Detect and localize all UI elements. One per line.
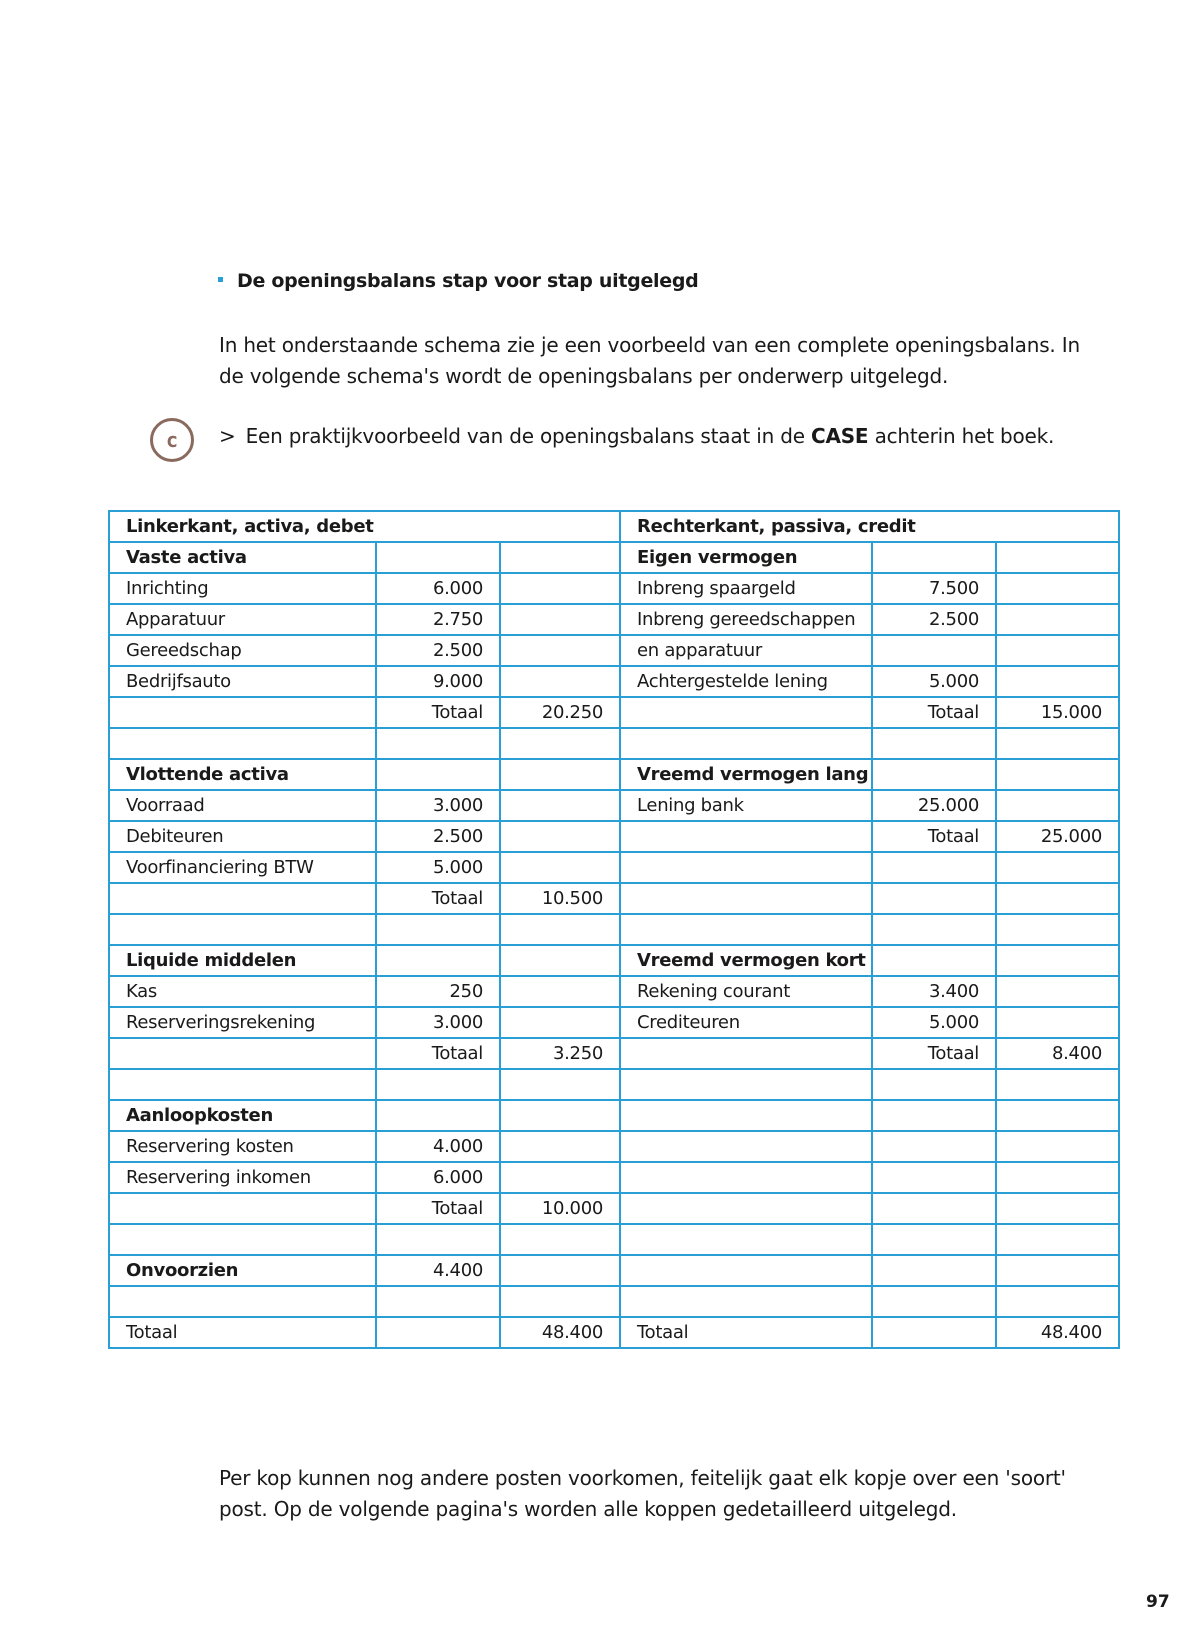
table-cell: Voorraad [109,790,376,821]
table-cell [500,1100,620,1131]
table-cell [620,1224,872,1255]
table-cell [996,1069,1119,1100]
table-row [109,697,1119,728]
table-cell [500,1131,620,1162]
table-cell [376,914,500,945]
header-left: Linkerkant, activa, debet [109,511,620,542]
table-cell [996,883,1119,914]
table-row [109,1255,1119,1286]
table-row [109,914,1119,945]
table-cell [500,1162,620,1193]
page-number: 97 [1146,1592,1170,1612]
table-cell: 9.000 [376,666,500,697]
table-cell [500,666,620,697]
table-cell: Totaal [620,1317,872,1348]
table-row [109,1193,1119,1224]
table-cell [376,1069,500,1100]
table-cell [872,635,996,666]
table-cell: 6.000 [376,573,500,604]
table-cell: Voorfinanciering BTW [109,852,376,883]
table-cell [872,914,996,945]
case-icon-label: c [165,428,179,452]
table-cell [500,790,620,821]
table-cell [109,914,376,945]
table-row [109,635,1119,666]
table-row [109,1131,1119,1162]
table-cell [500,1069,620,1100]
table-cell [996,1193,1119,1224]
table-cell: Achtergestelde lening [620,666,872,697]
table-cell: Rekening courant [620,976,872,1007]
table-cell: Vaste activa [109,542,376,573]
table-cell [872,1131,996,1162]
table-cell [620,1286,872,1317]
table-row [109,883,1119,914]
table-cell [500,1286,620,1317]
table-cell: 10.000 [500,1193,620,1224]
table-cell [872,1255,996,1286]
table-cell [620,1162,872,1193]
table-cell [872,883,996,914]
table-cell [500,759,620,790]
table-cell: Apparatuur [109,604,376,635]
table-row [109,945,1119,976]
table-row [109,666,1119,697]
table-cell: 48.400 [996,1317,1119,1348]
bullet-icon [218,277,223,282]
table-cell: Aanloopkosten [109,1100,376,1131]
table-cell: 25.000 [872,790,996,821]
table-cell [500,728,620,759]
table-cell [500,852,620,883]
table-cell [996,852,1119,883]
table-cell [620,821,872,852]
table-cell [500,945,620,976]
table-cell [376,759,500,790]
table-cell: 3.250 [500,1038,620,1069]
table-cell: Reservering inkomen [109,1162,376,1193]
table-cell [109,728,376,759]
table-cell [996,914,1119,945]
table-row [109,1007,1119,1038]
table-row [109,759,1119,790]
table-cell [500,821,620,852]
table-cell: Totaal [376,697,500,728]
table-cell: Vreemd vermogen kort [620,945,872,976]
table-cell [500,914,620,945]
case-note-text-before: Een praktijkvoorbeeld van de openingsbalans staat in de [245,424,811,448]
table-cell [996,1286,1119,1317]
table-row [109,1038,1119,1069]
case-note-prefix: > [219,424,236,448]
table-cell [996,635,1119,666]
table-cell [996,1162,1119,1193]
table-cell: Reservering kosten [109,1131,376,1162]
table-cell [996,728,1119,759]
table-cell [996,945,1119,976]
table-cell: Inbreng spaargeld [620,573,872,604]
table-row [109,542,1119,573]
table-cell: 4.400 [376,1255,500,1286]
table-cell [872,1224,996,1255]
table-cell: 3.000 [376,790,500,821]
table-cell [996,790,1119,821]
table-row [109,1224,1119,1255]
table-cell [996,666,1119,697]
table-cell [620,1193,872,1224]
table-cell [109,883,376,914]
table-cell: Totaal [376,1193,500,1224]
table-cell [109,1224,376,1255]
table-cell [620,728,872,759]
case-note-bold: CASE [810,424,869,448]
table-cell: 10.500 [500,883,620,914]
table-cell [872,542,996,573]
table-cell: Inrichting [109,573,376,604]
table-cell [620,883,872,914]
table-cell [872,1317,996,1348]
table-cell: Debiteuren [109,821,376,852]
table-cell: en apparatuur [620,635,872,666]
table-cell: Vreemd vermogen lang [620,759,872,790]
table-cell: 3.400 [872,976,996,1007]
table-cell [996,1224,1119,1255]
table-cell: Bedrijfsauto [109,666,376,697]
table-cell [109,1069,376,1100]
table-cell [872,1162,996,1193]
table-cell: 5.000 [872,1007,996,1038]
table-cell [620,1131,872,1162]
table-cell [996,604,1119,635]
table-cell [996,1007,1119,1038]
table-cell: 2.500 [376,821,500,852]
table-cell [109,1038,376,1069]
table-cell: 25.000 [996,821,1119,852]
table-cell: Totaal [872,821,996,852]
table-cell: Onvoorzien [109,1255,376,1286]
table-cell [500,604,620,635]
table-row [109,604,1119,635]
table-row [109,1100,1119,1131]
table-cell: 2.750 [376,604,500,635]
table-cell: Inbreng gereedschappen [620,604,872,635]
table-row [109,1286,1119,1317]
table-cell [872,1100,996,1131]
section-heading [218,270,698,292]
table-cell: 48.400 [500,1317,620,1348]
case-icon [150,418,194,462]
table-cell [109,697,376,728]
table-cell [620,1069,872,1100]
table-cell: 8.400 [996,1038,1119,1069]
table-cell: Kas [109,976,376,1007]
table-cell [996,1131,1119,1162]
table-row [109,976,1119,1007]
table-cell [500,542,620,573]
table-row [109,573,1119,604]
table-cell [620,697,872,728]
table-cell [872,728,996,759]
table-cell: Liquide middelen [109,945,376,976]
table-cell: 15.000 [996,697,1119,728]
table-cell [620,1038,872,1069]
table-header-row [109,511,1119,542]
table-cell: Reserveringsrekening [109,1007,376,1038]
table-cell: Totaal [872,1038,996,1069]
table-cell [376,728,500,759]
case-note [219,424,1054,448]
table-cell [500,573,620,604]
footer-paragraph: Per kop kunnen nog andere posten voorkomen, feitelijk gaat elk kopje over een 'soort' post. Op de volgende pagina's worden alle koppen gedetailleerd uitgelegd. [219,1466,1066,1521]
table-row [109,1317,1119,1348]
table-cell [996,976,1119,1007]
table-cell [872,1193,996,1224]
table-cell [376,1286,500,1317]
case-note-text-after: achterin het boek. [868,424,1055,448]
table-cell [376,945,500,976]
table-cell: 20.250 [500,697,620,728]
table-cell [500,1224,620,1255]
table-cell: Totaal [376,1038,500,1069]
opening-balance-table [108,510,1120,1349]
table-cell [872,1286,996,1317]
table-cell: 5.000 [872,666,996,697]
table-cell [996,542,1119,573]
table-cell [376,1100,500,1131]
table-cell [996,1255,1119,1286]
table-row [109,790,1119,821]
table-cell [500,635,620,666]
table-cell: 2.500 [872,604,996,635]
table-cell: Lening bank [620,790,872,821]
table-cell [500,1255,620,1286]
table-cell [996,759,1119,790]
table-row [109,852,1119,883]
table-cell [996,1100,1119,1131]
table-cell: Gereedschap [109,635,376,666]
table-cell: 4.000 [376,1131,500,1162]
table-cell [500,976,620,1007]
table-cell: Vlottende activa [109,759,376,790]
table-cell: 7.500 [872,573,996,604]
section-heading-text: De openingsbalans stap voor stap uitgelegd [237,270,699,292]
table-row [109,821,1119,852]
table-cell [376,1317,500,1348]
table-cell: Totaal [109,1317,376,1348]
table-cell [620,1255,872,1286]
table-cell [376,542,500,573]
header-right: Rechterkant, passiva, credit [620,511,1119,542]
table-cell: 2.500 [376,635,500,666]
table-cell [620,914,872,945]
table-cell [109,1193,376,1224]
table-cell: Crediteuren [620,1007,872,1038]
table-cell: Eigen vermogen [620,542,872,573]
table-cell: 6.000 [376,1162,500,1193]
table-cell: Totaal [376,883,500,914]
table-cell [620,1100,872,1131]
table-cell: 3.000 [376,1007,500,1038]
table-cell [620,852,872,883]
table-row [109,728,1119,759]
table-cell: 5.000 [376,852,500,883]
table-cell [872,759,996,790]
table-cell: 250 [376,976,500,1007]
intro-paragraph: In het onderstaande schema zie je een voorbeeld van een complete openingsbalans. In de volgende schema's wordt de openingsbalans per onderwerp uitgelegd. [219,333,1080,388]
table-cell [109,1286,376,1317]
table-cell [996,573,1119,604]
table-row [109,1162,1119,1193]
table-cell [376,1224,500,1255]
table-cell [872,1069,996,1100]
table-cell [500,1007,620,1038]
table-cell [872,852,996,883]
table-cell: Totaal [872,697,996,728]
table-row [109,1069,1119,1100]
table-cell [872,945,996,976]
